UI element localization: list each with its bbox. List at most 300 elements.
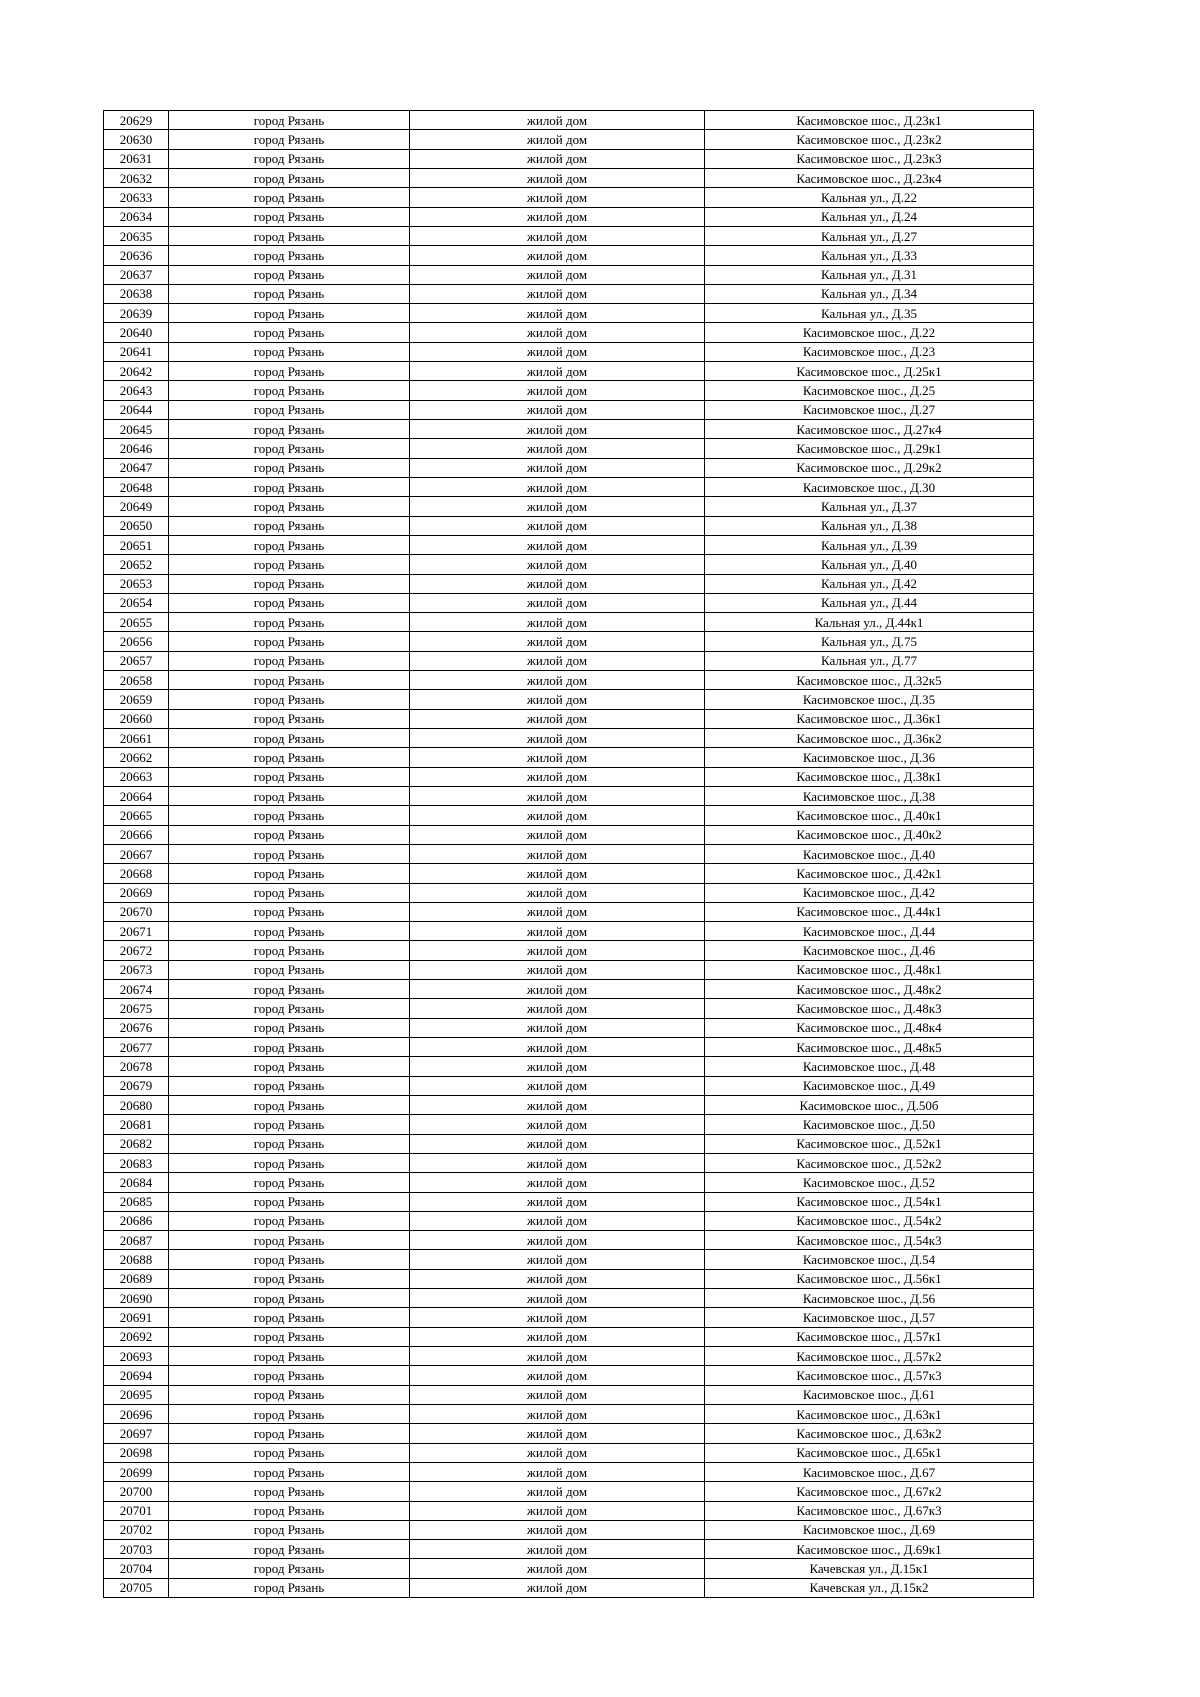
row-number-cell: 20685 [104,1192,169,1211]
address-cell: Касимовское шос., Д.56 [705,1289,1034,1308]
table-row [104,941,1034,960]
table-row [104,767,1034,786]
row-number-cell: 20629 [104,111,169,130]
building-type-cell: жилой дом [410,188,705,207]
city-cell: город Рязань [169,864,410,883]
table-row [104,1095,1034,1114]
building-type-cell: жилой дом [410,149,705,168]
building-type-cell: жилой дом [410,1327,705,1346]
building-type-cell: жилой дом [410,1134,705,1153]
address-cell: Касимовское шос., Д.54к1 [705,1192,1034,1211]
building-type-cell: жилой дом [410,922,705,941]
row-number-cell: 20698 [104,1443,169,1462]
address-cell: Касимовское шос., Д.36к1 [705,709,1034,728]
building-type-cell: жилой дом [410,304,705,323]
building-type-cell: жилой дом [410,1211,705,1230]
city-cell: город Рязань [169,323,410,342]
row-number-cell: 20670 [104,902,169,921]
city-cell: город Рязань [169,1115,410,1134]
table-row [104,864,1034,883]
row-number-cell: 20691 [104,1308,169,1327]
address-cell: Касимовское шос., Д.40к2 [705,825,1034,844]
row-number-cell: 20632 [104,168,169,187]
table-row [104,883,1034,902]
city-cell: город Рязань [169,1501,410,1520]
building-type-cell: жилой дом [410,1095,705,1114]
table-body [104,111,1034,1598]
city-cell: город Рязань [169,168,410,187]
address-cell: Касимовское шос., Д.69 [705,1520,1034,1539]
row-number-cell: 20682 [104,1134,169,1153]
building-type-cell: жилой дом [410,844,705,863]
building-type-cell: жилой дом [410,960,705,979]
table-row [104,535,1034,554]
row-number-cell: 20664 [104,786,169,805]
address-cell: Касимовское шос., Д.54к2 [705,1211,1034,1230]
address-cell: Касимовское шос., Д.46 [705,941,1034,960]
address-cell: Касимовское шос., Д.44к1 [705,902,1034,921]
building-type-cell: жилой дом [410,1250,705,1269]
table-row [104,1424,1034,1443]
address-cell: Кальная ул., Д.77 [705,651,1034,670]
row-number-cell: 20678 [104,1057,169,1076]
table-row [104,439,1034,458]
city-cell: город Рязань [169,690,410,709]
address-cell: Касимовское шос., Д.48к3 [705,999,1034,1018]
table-row [104,207,1034,226]
building-type-cell: жилой дом [410,1018,705,1037]
building-type-cell: жилой дом [410,323,705,342]
building-type-cell: жилой дом [410,400,705,419]
city-cell: город Рязань [169,1462,410,1481]
table-row [104,1462,1034,1481]
building-type-cell: жилой дом [410,1153,705,1172]
city-cell: город Рязань [169,1289,410,1308]
table-row [104,1289,1034,1308]
table-row [104,1115,1034,1134]
building-type-cell: жилой дом [410,767,705,786]
building-type-cell: жилой дом [410,246,705,265]
row-number-cell: 20696 [104,1404,169,1423]
city-cell: город Рязань [169,902,410,921]
building-type-cell: жилой дом [410,748,705,767]
city-cell: город Рязань [169,265,410,284]
row-number-cell: 20655 [104,613,169,632]
city-cell: город Рязань [169,632,410,651]
row-number-cell: 20692 [104,1327,169,1346]
city-cell: город Рязань [169,555,410,574]
address-cell: Кальная ул., Д.44к1 [705,613,1034,632]
building-type-cell: жилой дом [410,1404,705,1423]
city-cell: город Рязань [169,729,410,748]
row-number-cell: 20659 [104,690,169,709]
address-cell: Касимовское шос., Д.50б [705,1095,1034,1114]
row-number-cell: 20675 [104,999,169,1018]
building-type-cell: жилой дом [410,1076,705,1095]
table-row [104,458,1034,477]
table-row [104,1192,1034,1211]
row-number-cell: 20645 [104,420,169,439]
city-cell: город Рязань [169,1057,410,1076]
row-number-cell: 20680 [104,1095,169,1114]
address-cell: Касимовское шос., Д.23к4 [705,168,1034,187]
building-type-cell: жилой дом [410,574,705,593]
building-type-cell: жилой дом [410,1540,705,1559]
table-row [104,516,1034,535]
table-row [104,729,1034,748]
city-cell: город Рязань [169,786,410,805]
city-cell: город Рязань [169,362,410,381]
building-type-cell: жилой дом [410,1424,705,1443]
building-type-cell: жилой дом [410,1038,705,1057]
building-type-cell: жилой дом [410,381,705,400]
row-number-cell: 20695 [104,1385,169,1404]
table-row [104,748,1034,767]
building-type-cell: жилой дом [410,362,705,381]
row-number-cell: 20684 [104,1173,169,1192]
table-row [104,1540,1034,1559]
city-cell: город Рязань [169,1385,410,1404]
building-type-cell: жилой дом [410,613,705,632]
address-cell: Касимовское шос., Д.67 [705,1462,1034,1481]
building-type-cell: жилой дом [410,1269,705,1288]
address-cell: Касимовское шос., Д.36к2 [705,729,1034,748]
address-cell: Касимовское шос., Д.23к3 [705,149,1034,168]
address-cell: Касимовское шос., Д.49 [705,1076,1034,1095]
building-type-cell: жилой дом [410,902,705,921]
city-cell: город Рязань [169,1443,410,1462]
city-cell: город Рязань [169,458,410,477]
address-cell: Касимовское шос., Д.54к3 [705,1231,1034,1250]
address-cell: Кальная ул., Д.44 [705,593,1034,612]
row-number-cell: 20660 [104,709,169,728]
city-cell: город Рязань [169,1038,410,1057]
building-type-cell: жилой дом [410,439,705,458]
city-cell: город Рязань [169,1578,410,1597]
building-type-cell: жилой дом [410,477,705,496]
address-cell: Касимовское шос., Д.27 [705,400,1034,419]
address-cell: Касимовское шос., Д.29к2 [705,458,1034,477]
building-type-cell: жилой дом [410,999,705,1018]
table-row [104,1018,1034,1037]
table-row [104,149,1034,168]
building-type-cell: жилой дом [410,1173,705,1192]
building-type-cell: жилой дом [410,1366,705,1385]
table-row [104,1385,1034,1404]
table-row [104,168,1034,187]
table-row [104,960,1034,979]
row-number-cell: 20647 [104,458,169,477]
row-number-cell: 20640 [104,323,169,342]
building-type-cell: жилой дом [410,729,705,748]
table-row [104,1269,1034,1288]
table-row [104,323,1034,342]
table-row [104,555,1034,574]
city-cell: город Рязань [169,304,410,323]
city-cell: город Рязань [169,883,410,902]
city-cell: город Рязань [169,1250,410,1269]
table-row [104,497,1034,516]
row-number-cell: 20649 [104,497,169,516]
address-cell: Кальная ул., Д.38 [705,516,1034,535]
address-cell: Касимовское шос., Д.61 [705,1385,1034,1404]
city-cell: город Рязань [169,613,410,632]
city-cell: город Рязань [169,825,410,844]
row-number-cell: 20654 [104,593,169,612]
address-cell: Касимовское шос., Д.48 [705,1057,1034,1076]
address-cell: Касимовское шос., Д.48к2 [705,980,1034,999]
city-cell: город Рязань [169,516,410,535]
building-type-cell: жилой дом [410,207,705,226]
address-cell: Касимовское шос., Д.44 [705,922,1034,941]
city-cell: город Рязань [169,593,410,612]
city-cell: город Рязань [169,1404,410,1423]
building-type-cell: жилой дом [410,111,705,130]
table-row [104,922,1034,941]
building-type-cell: жилой дом [410,1192,705,1211]
address-cell: Касимовское шос., Д.35 [705,690,1034,709]
city-cell: город Рязань [169,342,410,361]
row-number-cell: 20681 [104,1115,169,1134]
table-row [104,574,1034,593]
building-type-cell: жилой дом [410,1347,705,1366]
city-cell: город Рязань [169,1482,410,1501]
address-cell: Касимовское шос., Д.50 [705,1115,1034,1134]
building-type-cell: жилой дом [410,883,705,902]
city-cell: город Рязань [169,1192,410,1211]
city-cell: город Рязань [169,1134,410,1153]
table-row [104,1404,1034,1423]
table-row [104,265,1034,284]
building-type-cell: жилой дом [410,1578,705,1597]
building-type-cell: жилой дом [410,1057,705,1076]
table-row [104,690,1034,709]
city-cell: город Рязань [169,1366,410,1385]
city-cell: город Рязань [169,226,410,245]
row-number-cell: 20671 [104,922,169,941]
city-cell: город Рязань [169,246,410,265]
row-number-cell: 20667 [104,844,169,863]
address-cell: Касимовское шос., Д.36 [705,748,1034,767]
row-number-cell: 20651 [104,535,169,554]
row-number-cell: 20699 [104,1462,169,1481]
table-row [104,188,1034,207]
table-row [104,130,1034,149]
table-row [104,1347,1034,1366]
table-row [104,1308,1034,1327]
table-row [104,1173,1034,1192]
city-cell: город Рязань [169,284,410,303]
address-cell: Касимовское шос., Д.54 [705,1250,1034,1269]
table-row [104,632,1034,651]
table-row [104,1250,1034,1269]
city-cell: город Рязань [169,1018,410,1037]
building-type-cell: жилой дом [410,535,705,554]
table-row [104,1578,1034,1597]
building-type-cell: жилой дом [410,1115,705,1134]
address-cell: Касимовское шос., Д.22 [705,323,1034,342]
row-number-cell: 20641 [104,342,169,361]
building-type-cell: жилой дом [410,1443,705,1462]
address-cell: Касимовское шос., Д.57к1 [705,1327,1034,1346]
row-number-cell: 20687 [104,1231,169,1250]
city-cell: город Рязань [169,1076,410,1095]
row-number-cell: 20665 [104,806,169,825]
row-number-cell: 20702 [104,1520,169,1539]
row-number-cell: 20700 [104,1482,169,1501]
address-cell: Касимовское шос., Д.52к1 [705,1134,1034,1153]
city-cell: город Рязань [169,207,410,226]
row-number-cell: 20662 [104,748,169,767]
address-cell: Касимовское шос., Д.38к1 [705,767,1034,786]
address-cell: Касимовское шос., Д.57 [705,1308,1034,1327]
address-cell: Касимовское шос., Д.23 [705,342,1034,361]
row-number-cell: 20704 [104,1559,169,1578]
address-cell: Касимовское шос., Д.52 [705,1173,1034,1192]
address-cell: Касимовское шос., Д.38 [705,786,1034,805]
city-cell: город Рязань [169,922,410,941]
city-cell: город Рязань [169,1153,410,1172]
row-number-cell: 20642 [104,362,169,381]
address-cell: Кальная ул., Д.31 [705,265,1034,284]
city-cell: город Рязань [169,1327,410,1346]
city-cell: город Рязань [169,1424,410,1443]
row-number-cell: 20644 [104,400,169,419]
address-cell: Качевская ул., Д.15к2 [705,1578,1034,1597]
address-cell: Касимовское шос., Д.48к4 [705,1018,1034,1037]
row-number-cell: 20666 [104,825,169,844]
building-type-cell: жилой дом [410,825,705,844]
table-row [104,806,1034,825]
row-number-cell: 20689 [104,1269,169,1288]
city-cell: город Рязань [169,844,410,863]
table-row [104,111,1034,130]
row-number-cell: 20653 [104,574,169,593]
address-cell: Касимовское шос., Д.30 [705,477,1034,496]
address-cell: Касимовское шос., Д.40 [705,844,1034,863]
table-row [104,1501,1034,1520]
building-type-cell: жилой дом [410,342,705,361]
address-cell: Кальная ул., Д.22 [705,188,1034,207]
row-number-cell: 20693 [104,1347,169,1366]
row-number-cell: 20677 [104,1038,169,1057]
row-number-cell: 20701 [104,1501,169,1520]
table-row [104,246,1034,265]
row-number-cell: 20652 [104,555,169,574]
address-cell: Касимовское шос., Д.65к1 [705,1443,1034,1462]
city-cell: город Рязань [169,767,410,786]
table-row [104,1327,1034,1346]
row-number-cell: 20672 [104,941,169,960]
table-row [104,477,1034,496]
city-cell: город Рязань [169,1308,410,1327]
table-row [104,671,1034,690]
building-type-cell: жилой дом [410,284,705,303]
city-cell: город Рязань [169,651,410,670]
building-type-cell: жилой дом [410,709,705,728]
city-cell: город Рязань [169,1559,410,1578]
table-row [104,1443,1034,1462]
building-type-cell: жилой дом [410,226,705,245]
city-cell: город Рязань [169,1269,410,1288]
city-cell: город Рязань [169,381,410,400]
address-cell: Касимовское шос., Д.67к3 [705,1501,1034,1520]
city-cell: город Рязань [169,111,410,130]
address-cell: Качевская ул., Д.15к1 [705,1559,1034,1578]
building-type-cell: жилой дом [410,864,705,883]
city-cell: город Рязань [169,535,410,554]
building-type-cell: жилой дом [410,1385,705,1404]
address-cell: Касимовское шос., Д.29к1 [705,439,1034,458]
city-cell: город Рязань [169,497,410,516]
table-row [104,902,1034,921]
city-cell: город Рязань [169,941,410,960]
address-cell: Касимовское шос., Д.25 [705,381,1034,400]
row-number-cell: 20705 [104,1578,169,1597]
building-type-cell: жилой дом [410,1501,705,1520]
building-type-cell: жилой дом [410,1289,705,1308]
row-number-cell: 20657 [104,651,169,670]
address-cell: Кальная ул., Д.33 [705,246,1034,265]
table-row [104,825,1034,844]
table-row [104,613,1034,632]
building-type-cell: жилой дом [410,671,705,690]
building-type-cell: жилой дом [410,265,705,284]
table-row [104,304,1034,323]
address-cell: Кальная ул., Д.24 [705,207,1034,226]
address-cell: Кальная ул., Д.42 [705,574,1034,593]
row-number-cell: 20663 [104,767,169,786]
city-cell: город Рязань [169,1095,410,1114]
city-cell: город Рязань [169,1211,410,1230]
city-cell: город Рязань [169,999,410,1018]
table-row [104,1231,1034,1250]
housing-registry-table [103,110,1034,1598]
address-cell: Кальная ул., Д.39 [705,535,1034,554]
city-cell: город Рязань [169,188,410,207]
city-cell: город Рязань [169,400,410,419]
table-row [104,362,1034,381]
address-cell: Касимовское шос., Д.63к2 [705,1424,1034,1443]
row-number-cell: 20638 [104,284,169,303]
building-type-cell: жилой дом [410,555,705,574]
table-row [104,381,1034,400]
table-row [104,1211,1034,1230]
row-number-cell: 20683 [104,1153,169,1172]
row-number-cell: 20690 [104,1289,169,1308]
building-type-cell: жилой дом [410,420,705,439]
row-number-cell: 20673 [104,960,169,979]
table-row [104,1482,1034,1501]
table-row [104,1076,1034,1095]
city-cell: город Рязань [169,439,410,458]
city-cell: город Рязань [169,1540,410,1559]
building-type-cell: жилой дом [410,1559,705,1578]
row-number-cell: 20631 [104,149,169,168]
row-number-cell: 20646 [104,439,169,458]
table-row [104,1559,1034,1578]
row-number-cell: 20703 [104,1540,169,1559]
table-row [104,420,1034,439]
city-cell: город Рязань [169,709,410,728]
address-cell: Кальная ул., Д.37 [705,497,1034,516]
table-row [104,1134,1034,1153]
city-cell: город Рязань [169,671,410,690]
building-type-cell: жилой дом [410,1231,705,1250]
table-row [104,1038,1034,1057]
address-cell: Касимовское шос., Д.23к2 [705,130,1034,149]
row-number-cell: 20674 [104,980,169,999]
